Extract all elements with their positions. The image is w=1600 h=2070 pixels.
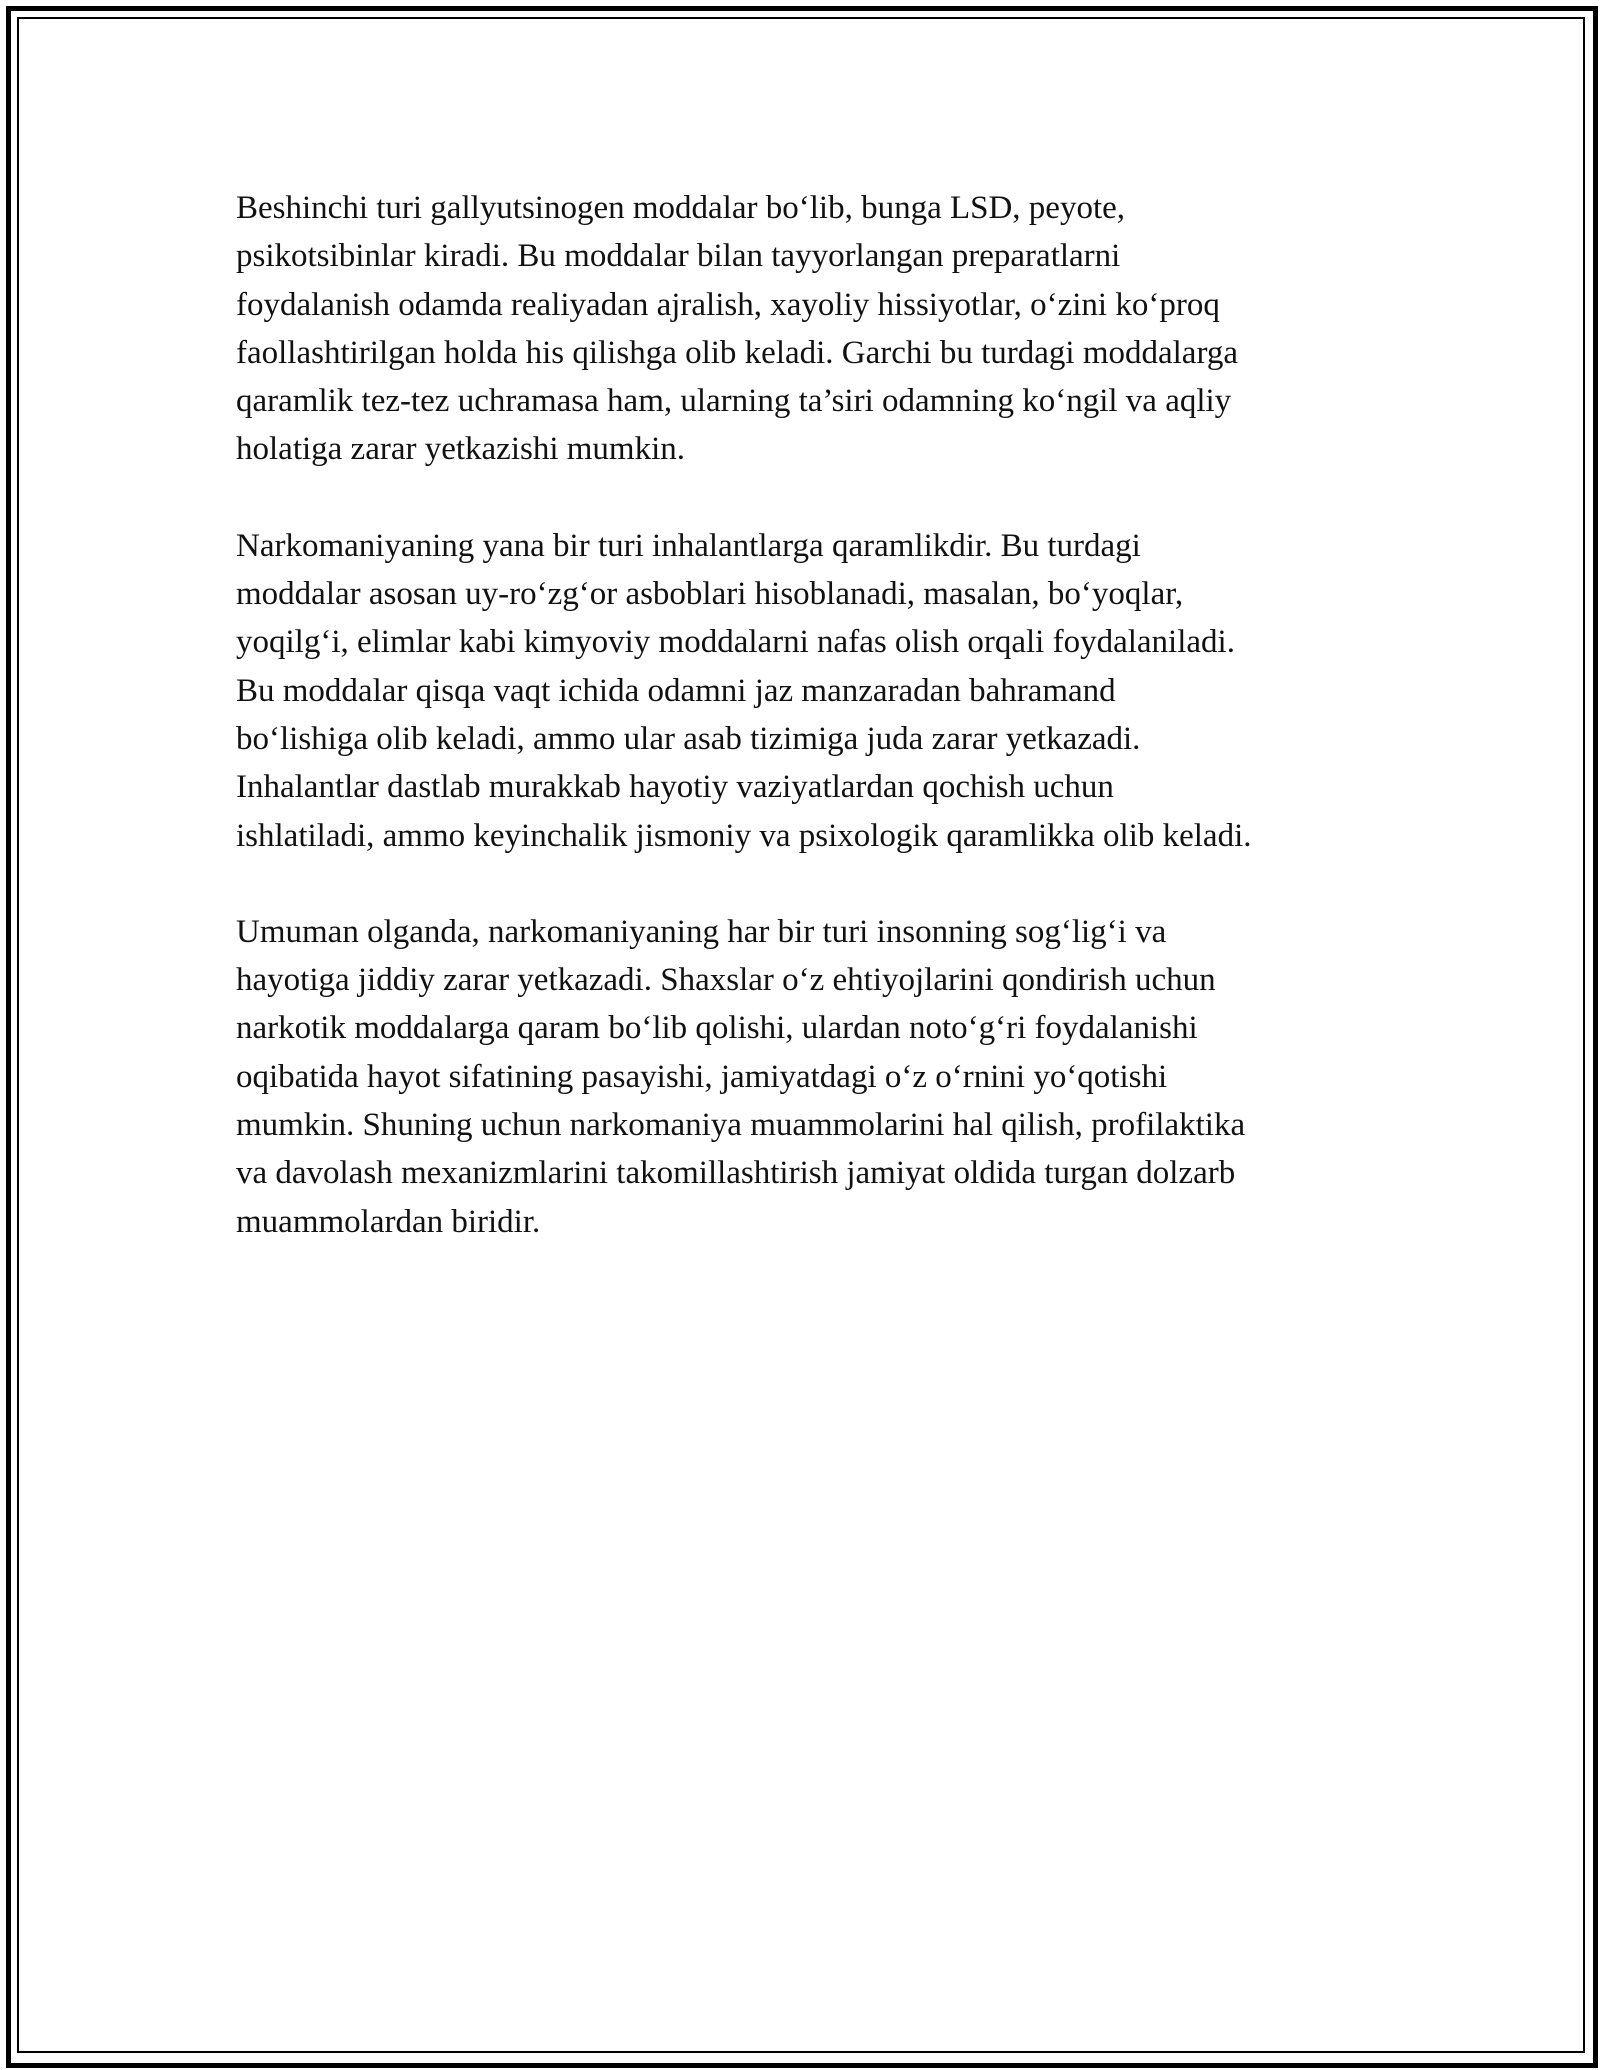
text-line: qaramlik tez-tez uchramasa ham, ularning ta’siri odamning ko‘ngil va aqliy bbox=[236, 383, 1232, 420]
text-line: Narkomaniyaning yana bir turi inhalantlarga qaramlikdir. Bu turdagi bbox=[236, 527, 1141, 564]
text-line: Bu moddalar qisqa vaqt ichida odamni jaz manzaradan bahramand bbox=[236, 672, 1116, 709]
text-line: yoqilg‘i, elimlar kabi kimyoviy moddalarni nafas olish orqali foydalaniladi. bbox=[236, 624, 1235, 661]
text-line: Beshinchi turi gallyutsinogen moddalar bo‘lib, bunga LSD, peyote, bbox=[236, 190, 1126, 226]
text-line: holatiga zarar yetkazishi mumkin. bbox=[236, 431, 686, 468]
text-line: bo‘lishiga olib keladi, ammo ular asab tizimiga juda zarar yetkazadi. bbox=[236, 720, 1141, 757]
text-line: oqibatida hayot sifatining pasayishi, jamiyatdagi o‘z o‘rnini yo‘qotishi bbox=[236, 1058, 1168, 1095]
text-line: hayotiga jiddiy zarar yetkazadi. Shaxslar o‘z ehtiyojlarini qondirish uchun bbox=[236, 962, 1216, 999]
text-line: narkotik moddalarga qaram bo‘lib qolishi, ulardan noto‘g‘ri foydalanishi bbox=[236, 1010, 1198, 1047]
paragraph-conclusion bbox=[236, 908, 1376, 1246]
text-line: mumkin. Shuning uchun narkomaniya muammolarini hal qilish, profilaktika bbox=[236, 1107, 1246, 1144]
paragraph-hallucinogens bbox=[236, 184, 1376, 474]
text-line: Inhalantlar dastlab murakkab hayotiy vaziyatlardan qochish uchun bbox=[236, 769, 1114, 806]
text-line: foydalanish odamda realiyadan ajralish, xayoliy hissiyotlar, o‘zini ko‘proq bbox=[236, 286, 1220, 323]
text-line: va davolash mexanizmlarini takomillashtirish jamiyat oldida turgan dolzarb bbox=[236, 1155, 1236, 1192]
paragraph-inhalants bbox=[236, 522, 1376, 860]
text-line: ishlatiladi, ammo keyinchalik jismoniy va psixologik qaramlikka olib keladi. bbox=[236, 817, 1252, 854]
text-line: psikotsibinlar kiradi. Bu moddalar bilan tayyorlangan preparatlarni bbox=[236, 238, 1121, 275]
text-line: moddalar asosan uy-ro‘zg‘or asboblari hisoblanadi, masalan, bo‘yoqlar, bbox=[236, 576, 1184, 613]
text-line: Umuman olganda, narkomaniyaning har bir turi insonning sog‘lig‘i va bbox=[236, 913, 1167, 950]
text-line: faollashtirilgan holda his qilishga olib keladi. Garchi bu turdagi moddalarga bbox=[236, 334, 1238, 371]
text-line: muammolardan biridir. bbox=[236, 1203, 541, 1240]
document-body bbox=[236, 184, 1376, 1294]
